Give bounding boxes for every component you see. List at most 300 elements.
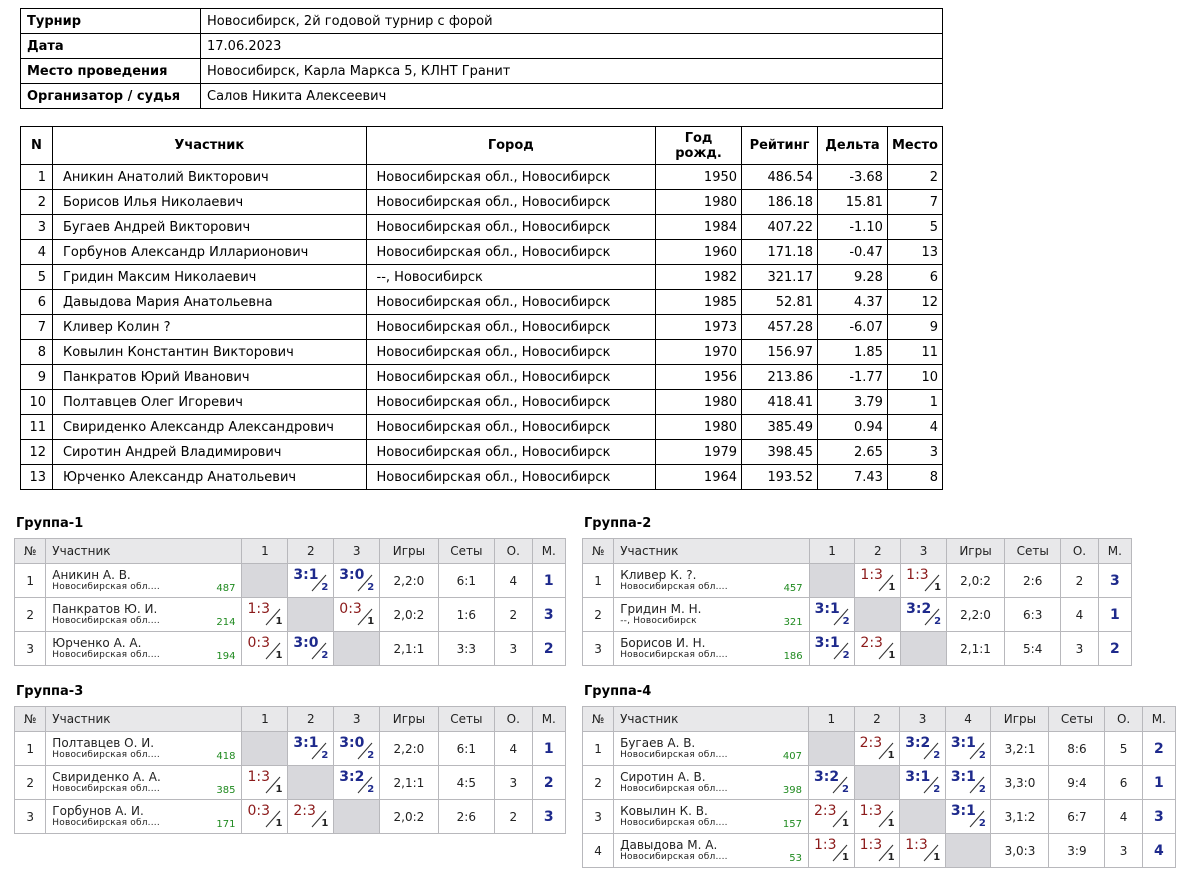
participant-cell: -1.10 xyxy=(817,215,887,240)
player-name: Бугаев А. В. xyxy=(620,736,696,750)
group-player-cell xyxy=(614,564,809,598)
match-score xyxy=(855,800,900,833)
player-city: Новосибирская обл.... xyxy=(620,784,728,794)
participant-cell: 1964 xyxy=(656,465,742,490)
player-name: Горбунов А. И. xyxy=(52,804,144,818)
group-header-row xyxy=(15,707,566,732)
group-title: Группа-2 xyxy=(584,516,652,531)
score-text: 3:1 xyxy=(905,769,931,785)
participant-cell: 0.94 xyxy=(817,415,887,440)
match-score xyxy=(810,598,855,631)
player-name: Свириденко А. А. xyxy=(52,770,161,784)
score-text: 0:3 xyxy=(339,601,362,617)
column-header: Рейтинг xyxy=(742,127,818,165)
group-table xyxy=(582,538,1132,666)
group-sets: 4:5 xyxy=(438,766,494,800)
participant-cell: -6.07 xyxy=(817,315,887,340)
participant-cell: Бугаев Андрей Викторович xyxy=(52,215,366,240)
group-sets: 1:6 xyxy=(438,598,494,632)
participant-cell: 5 xyxy=(21,265,53,290)
player-rating: 157 xyxy=(782,819,802,830)
player-name: Кливер К. ?. xyxy=(620,568,697,582)
participant-cell: 6 xyxy=(887,265,942,290)
match-score xyxy=(334,766,379,799)
group-column-header: Сеты xyxy=(1005,539,1061,564)
group-player-cell xyxy=(614,834,809,868)
self-match-cell xyxy=(334,800,380,834)
group-player-cell xyxy=(614,800,809,834)
participant-row xyxy=(21,215,943,240)
group-games: 2,0:2 xyxy=(380,800,438,834)
match-points: 1 xyxy=(275,818,283,829)
player-rating: 487 xyxy=(216,583,236,594)
group-sets: 6:3 xyxy=(1005,598,1061,632)
group-player-cell xyxy=(614,598,809,632)
player-rating: 385 xyxy=(216,785,236,796)
info-value: 17.06.2023 xyxy=(201,34,943,59)
self-match-cell xyxy=(242,732,288,766)
participant-cell: 1980 xyxy=(656,415,742,440)
participant-cell: Полтавцев Олег Игоревич xyxy=(52,390,366,415)
player-rating: 214 xyxy=(216,617,236,628)
player-city: Новосибирская обл.... xyxy=(52,650,160,660)
group-column-header: О. xyxy=(494,707,532,732)
participant-cell: 3.79 xyxy=(817,390,887,415)
match-points: 2 xyxy=(321,582,329,593)
participant-cell: Новосибирская обл., Новосибирск xyxy=(366,190,656,215)
participant-cell: 7 xyxy=(887,190,942,215)
group-title: Группа-3 xyxy=(16,684,84,699)
match-score-cell xyxy=(242,598,288,632)
match-score xyxy=(946,732,991,765)
participant-cell: 8 xyxy=(887,465,942,490)
participant-cell: 9.28 xyxy=(817,265,887,290)
participant-cell: 486.54 xyxy=(742,165,818,190)
participant-row xyxy=(21,290,943,315)
participant-cell: Новосибирская обл., Новосибирск xyxy=(366,315,656,340)
self-match-cell xyxy=(808,732,854,766)
participant-cell: 1956 xyxy=(656,365,742,390)
participant-cell: Новосибирская обл., Новосибирск xyxy=(366,365,656,390)
score-text: 3:0 xyxy=(293,635,319,651)
match-score-cell xyxy=(945,800,991,834)
group-row xyxy=(15,632,566,666)
group-column-header: Участник xyxy=(46,539,242,564)
match-score-cell xyxy=(945,732,991,766)
player-rating: 171 xyxy=(216,819,236,830)
info-key: Дата xyxy=(21,34,201,59)
group-sets: 6:7 xyxy=(1049,800,1105,834)
score-text: 1:3 xyxy=(905,837,928,853)
group-games: 2,1:1 xyxy=(380,766,438,800)
participant-cell: Гридин Максим Николаевич xyxy=(52,265,366,290)
match-points: 2 xyxy=(367,784,375,795)
player-city: Новосибирская обл.... xyxy=(620,650,728,660)
participant-cell: 11 xyxy=(21,415,53,440)
participant-cell: 193.52 xyxy=(742,465,818,490)
group-column-header: О. xyxy=(1061,539,1098,564)
match-score xyxy=(334,598,379,631)
column-header: Дельта xyxy=(817,127,887,165)
player-city: Новосибирская обл.... xyxy=(620,818,728,828)
participant-cell: Новосибирская обл., Новосибирск xyxy=(366,390,656,415)
group-column-header: Игры xyxy=(380,707,438,732)
match-score-cell xyxy=(855,564,901,598)
player-rating: 418 xyxy=(216,751,236,762)
score-text: 3:1 xyxy=(950,769,976,785)
participant-cell: 10 xyxy=(887,365,942,390)
group-column-header: 2 xyxy=(288,539,334,564)
group-row-number: 3 xyxy=(583,632,614,666)
info-value: Новосибирск, 2й годовой турнир с форой xyxy=(201,9,943,34)
self-match-cell xyxy=(854,766,900,800)
self-match-cell xyxy=(900,800,946,834)
match-points: 2 xyxy=(367,582,375,593)
participant-cell: 6 xyxy=(21,290,53,315)
player-rating: 194 xyxy=(216,651,236,662)
group-points: 3 xyxy=(494,766,532,800)
match-score-cell xyxy=(242,766,288,800)
score-text: 3:2 xyxy=(813,769,840,785)
player-rating: 398 xyxy=(782,785,802,796)
group-sets: 9:4 xyxy=(1049,766,1105,800)
participant-cell: Юрченко Александр Анатольевич xyxy=(52,465,366,490)
match-points: 1 xyxy=(321,818,329,829)
match-score xyxy=(809,766,854,799)
group-header-row xyxy=(583,707,1176,732)
match-score-cell xyxy=(809,598,855,632)
match-score-cell xyxy=(854,834,900,868)
group-place: 1 xyxy=(1142,766,1175,800)
participant-cell: Новосибирская обл., Новосибирск xyxy=(366,290,656,315)
participant-row xyxy=(21,440,943,465)
score-text: 1:3 xyxy=(860,567,883,583)
match-points: 2 xyxy=(367,750,375,761)
match-score-cell xyxy=(334,766,380,800)
participant-row xyxy=(21,365,943,390)
player-rating: 321 xyxy=(783,617,803,628)
group-row-number: 1 xyxy=(15,732,46,766)
score-text: 3:1 xyxy=(950,735,976,751)
group-row-number: 1 xyxy=(583,732,614,766)
group-sets: 6:1 xyxy=(438,732,494,766)
group-column-header: 1 xyxy=(242,539,288,564)
group-place: 3 xyxy=(532,800,565,834)
group-column-header: Игры xyxy=(991,707,1049,732)
group-column-header: Участник xyxy=(614,707,809,732)
participant-cell: 1980 xyxy=(656,390,742,415)
group-column-header: М. xyxy=(1142,707,1175,732)
column-header: N xyxy=(21,127,53,165)
group-place: 3 xyxy=(1098,564,1131,598)
group-player-cell xyxy=(614,732,809,766)
self-match-cell xyxy=(288,766,334,800)
column-header: Город xyxy=(366,127,656,165)
player-name: Ковылин К. В. xyxy=(620,804,708,818)
match-score-cell xyxy=(945,766,991,800)
score-text: 1:3 xyxy=(247,601,271,617)
participant-cell: Ковылин Константин Викторович xyxy=(52,340,366,365)
group-games: 3,1:2 xyxy=(991,800,1049,834)
group-player-cell xyxy=(46,800,242,834)
self-match-cell xyxy=(855,598,901,632)
match-points: 2 xyxy=(321,650,329,661)
match-points: 1 xyxy=(275,616,283,627)
group-column-header: № xyxy=(583,539,614,564)
match-score xyxy=(288,632,333,665)
player-city: Новосибирская обл.... xyxy=(52,582,160,592)
player-name: Юрченко А. А. xyxy=(52,636,142,650)
score-text: 3:2 xyxy=(339,769,365,785)
player-city: Новосибирская обл.... xyxy=(620,852,728,862)
group-column-header: 2 xyxy=(288,707,334,732)
group-games: 2,0:2 xyxy=(380,598,438,632)
participant-cell: 457.28 xyxy=(742,315,818,340)
match-score-cell xyxy=(288,632,334,666)
participant-cell: 1980 xyxy=(656,190,742,215)
participant-cell: 1979 xyxy=(656,440,742,465)
group-column-header: М. xyxy=(1098,539,1131,564)
match-points: 2 xyxy=(934,616,942,627)
match-points: 2 xyxy=(978,750,986,761)
info-value: Новосибирск, Карла Маркса 5, КЛНТ Гранит xyxy=(201,59,943,84)
info-key: Место проведения xyxy=(21,59,201,84)
participant-cell: 1973 xyxy=(656,315,742,340)
group-player-cell xyxy=(46,766,242,800)
match-score-cell xyxy=(854,732,900,766)
group-place: 1 xyxy=(532,732,565,766)
match-score-cell xyxy=(334,732,380,766)
info-value: Салов Никита Алексеевич xyxy=(201,84,943,109)
score-text: 0:3 xyxy=(247,635,271,651)
match-points: 1 xyxy=(887,750,895,761)
participant-cell: 156.97 xyxy=(742,340,818,365)
participant-cell: 321.17 xyxy=(742,265,818,290)
match-score xyxy=(810,632,855,665)
group-column-header: 3 xyxy=(334,539,380,564)
group-player-cell xyxy=(46,732,242,766)
column-header: Место xyxy=(887,127,942,165)
participant-cell: Давыдова Мария Анатольевна xyxy=(52,290,366,315)
group-row xyxy=(583,732,1176,766)
participant-cell: 407.22 xyxy=(742,215,818,240)
participant-cell: 9 xyxy=(887,315,942,340)
group-row xyxy=(15,800,566,834)
group-points: 2 xyxy=(494,800,532,834)
match-score-cell xyxy=(808,800,854,834)
match-score-cell xyxy=(242,800,288,834)
participant-row xyxy=(21,465,943,490)
group-sets: 5:4 xyxy=(1005,632,1061,666)
group-column-header: 4 xyxy=(945,707,991,732)
participant-cell: 1950 xyxy=(656,165,742,190)
group-games: 2,0:2 xyxy=(946,564,1004,598)
player-city: Новосибирская обл.... xyxy=(52,616,160,626)
score-text: 1:3 xyxy=(247,769,271,785)
match-points: 2 xyxy=(933,750,941,761)
participant-cell: Горбунов Александр Илларионович xyxy=(52,240,366,265)
group-points: 4 xyxy=(494,564,532,598)
group-row-number: 3 xyxy=(583,800,614,834)
participant-cell: 7 xyxy=(21,315,53,340)
match-score-cell xyxy=(900,834,946,868)
participant-row xyxy=(21,315,943,340)
score-text: 1:3 xyxy=(859,837,883,853)
participant-cell: 1984 xyxy=(656,215,742,240)
player-city: Новосибирская обл.... xyxy=(52,750,160,760)
participant-cell: Сиротин Андрей Владимирович xyxy=(52,440,366,465)
group-sets: 2:6 xyxy=(438,800,494,834)
group-points: 3 xyxy=(1061,632,1098,666)
group-column-header: М. xyxy=(532,707,565,732)
match-score xyxy=(809,834,854,867)
participant-cell: Новосибирская обл., Новосибирск xyxy=(366,165,656,190)
group-column-header: № xyxy=(15,539,46,564)
group-place: 2 xyxy=(1098,632,1131,666)
group-row-number: 1 xyxy=(15,564,46,598)
score-text: 1:3 xyxy=(859,803,883,819)
player-rating: 407 xyxy=(782,751,802,762)
group-title: Группа-1 xyxy=(16,516,84,531)
participant-cell: --, Новосибирск xyxy=(366,265,656,290)
player-city: Новосибирская обл.... xyxy=(620,750,728,760)
self-match-cell xyxy=(809,564,855,598)
group-player-cell xyxy=(614,766,809,800)
match-points: 1 xyxy=(933,852,941,863)
group-row-number: 3 xyxy=(15,632,46,666)
participant-cell: -1.77 xyxy=(817,365,887,390)
participant-cell: Новосибирская обл., Новосибирск xyxy=(366,340,656,365)
match-score-cell xyxy=(334,598,380,632)
participant-cell: 1.85 xyxy=(817,340,887,365)
participant-cell: 2 xyxy=(887,165,942,190)
match-score-cell xyxy=(288,732,334,766)
match-points: 1 xyxy=(367,616,375,627)
player-rating: 186 xyxy=(783,651,803,662)
score-text: 3:2 xyxy=(905,735,931,751)
group-header-row xyxy=(583,539,1132,564)
group-row xyxy=(583,766,1176,800)
group-points: 2 xyxy=(494,598,532,632)
participant-cell: Новосибирская обл., Новосибирск xyxy=(366,465,656,490)
group-row-number: 2 xyxy=(583,766,614,800)
group-row xyxy=(583,598,1132,632)
match-score-cell xyxy=(901,598,947,632)
score-text: 3:2 xyxy=(906,601,932,617)
group-games: 3,2:1 xyxy=(991,732,1049,766)
group-row xyxy=(583,632,1132,666)
match-score-cell xyxy=(900,766,946,800)
group-place: 3 xyxy=(1142,800,1175,834)
group-column-header: Сеты xyxy=(438,707,494,732)
info-row xyxy=(21,59,943,84)
group-games: 2,2:0 xyxy=(946,598,1004,632)
score-text: 1:3 xyxy=(813,837,837,853)
match-score xyxy=(288,732,333,765)
group-place: 2 xyxy=(532,632,565,666)
score-text: 3:1 xyxy=(814,601,840,617)
player-city: --, Новосибирск xyxy=(620,616,697,626)
participant-cell: 1 xyxy=(887,390,942,415)
score-text: 3:1 xyxy=(950,803,976,819)
participant-cell: 12 xyxy=(887,290,942,315)
participant-cell: 15.81 xyxy=(817,190,887,215)
group-column-header: Участник xyxy=(614,539,809,564)
match-score xyxy=(855,632,900,665)
group-row xyxy=(583,800,1176,834)
participant-row xyxy=(21,190,943,215)
group-row xyxy=(15,564,566,598)
match-score xyxy=(900,732,945,765)
match-points: 1 xyxy=(888,582,896,593)
player-city: Новосибирская обл.... xyxy=(52,818,160,828)
score-text: 2:3 xyxy=(813,803,837,819)
participants-table xyxy=(20,126,943,490)
match-score xyxy=(900,834,945,867)
group-games: 3,0:3 xyxy=(991,834,1049,868)
player-rating: 53 xyxy=(789,853,802,864)
self-match-cell xyxy=(242,564,288,598)
participant-cell: 186.18 xyxy=(742,190,818,215)
match-score-cell xyxy=(334,564,380,598)
match-points: 2 xyxy=(978,784,986,795)
group-place: 1 xyxy=(532,564,565,598)
group-points: 6 xyxy=(1105,766,1142,800)
participant-row xyxy=(21,390,943,415)
group-row xyxy=(15,598,566,632)
match-score-cell xyxy=(808,834,854,868)
participant-cell: Свириденко Александр Александрович xyxy=(52,415,366,440)
match-score xyxy=(855,834,900,867)
match-score xyxy=(288,564,333,597)
participant-cell: 13 xyxy=(21,465,53,490)
group-header-row xyxy=(15,539,566,564)
participant-cell: 11 xyxy=(887,340,942,365)
group-column-header: Участник xyxy=(46,707,242,732)
participant-cell: Кливер Колин ? xyxy=(52,315,366,340)
match-score xyxy=(334,732,379,765)
group-column-header: Игры xyxy=(380,539,438,564)
player-name: Панкратов Ю. И. xyxy=(52,602,158,616)
match-points: 2 xyxy=(321,750,329,761)
group-column-header: 3 xyxy=(334,707,380,732)
group-games: 3,3:0 xyxy=(991,766,1049,800)
match-points: 2 xyxy=(933,784,941,795)
group-sets: 3:9 xyxy=(1049,834,1105,868)
column-header: Год рожд. xyxy=(656,127,742,165)
group-row-number: 2 xyxy=(15,766,46,800)
match-score-cell xyxy=(809,632,855,666)
participant-cell: Панкратов Юрий Иванович xyxy=(52,365,366,390)
participant-cell: Борисов Илья Николаевич xyxy=(52,190,366,215)
group-column-header: 1 xyxy=(809,539,855,564)
self-match-cell xyxy=(901,632,947,666)
match-score xyxy=(334,564,379,597)
group-row-number: 4 xyxy=(583,834,614,868)
self-match-cell xyxy=(945,834,991,868)
group-points: 4 xyxy=(1105,800,1142,834)
group-column-header: 3 xyxy=(900,707,946,732)
participant-cell: 9 xyxy=(21,365,53,390)
participant-cell: 12 xyxy=(21,440,53,465)
match-score xyxy=(901,564,946,597)
group-games: 2,1:1 xyxy=(380,632,438,666)
participant-cell: 2.65 xyxy=(817,440,887,465)
participant-cell: 4.37 xyxy=(817,290,887,315)
match-score-cell xyxy=(901,564,947,598)
participant-cell: 4 xyxy=(21,240,53,265)
group-column-header: Игры xyxy=(946,539,1004,564)
